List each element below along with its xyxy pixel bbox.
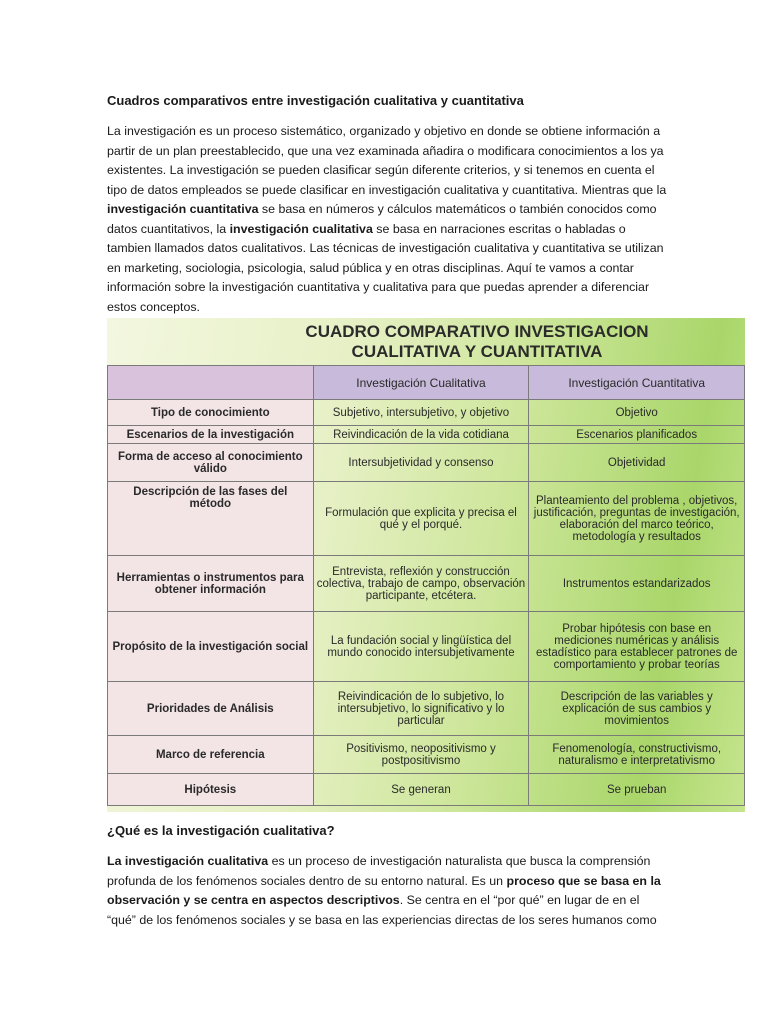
section-bold-2: proceso que se basa en la observación y se centra en aspectos descriptivos: [107, 873, 661, 907]
cell-cuantitativa: Objetivo: [529, 400, 745, 426]
row-label: Descripción de las fases del método: [108, 482, 314, 556]
cell-cualitativa: Positivismo, neopositivismo y postpositivismo: [313, 736, 529, 774]
figure-title-line1: CUADRO COMPARATIVO INVESTIGACION: [305, 322, 649, 341]
header-cualitativa: Investigación Cualitativa: [313, 366, 529, 400]
cell-cualitativa: Intersubjetividad y consenso: [313, 444, 529, 482]
cell-cualitativa: Subjetivo, intersubjetivo, y objetivo: [313, 400, 529, 426]
cell-cuantitativa: Se prueban: [529, 774, 745, 806]
cell-cuantitativa: Escenarios planificados: [529, 426, 745, 444]
figure-title-line2: CUALITATIVA Y CUANTITATIVA: [351, 342, 603, 361]
cell-cualitativa: Entrevista, reflexión y construcción colectiva, trabajo de campo, observación participante, etcétera.: [313, 556, 529, 612]
cell-cuantitativa: Objetividad: [529, 444, 745, 482]
section-text-1: es un proceso de investigación naturalista que busca la comprensión profunda de los fenómenos sociales dentro de su entorno natural. Es un: [107, 854, 651, 888]
section-bold-1: La investigación cualitativa: [107, 854, 269, 868]
table-row: [108, 556, 745, 612]
row-label: Tipo de conocimiento: [108, 400, 314, 426]
cell-cualitativa: La fundación social y lingüística del mundo conocido intersubjetivamente: [313, 612, 529, 682]
table-row: [108, 682, 745, 736]
intro-text-2: se basa en números y cálculos matemáticos o también conocidos como datos cuantitativos, la: [107, 202, 657, 236]
intro-text-3: se basa en narraciones escritas o habladas o tambien llamados datos cualitativos. Las técnicas de investigación cualitativa y cuantitativa se utilizan en marketing, sociologia, psicologia, salud pública y en otras disciplinas. Aquí te vamos a contar información sobre la investigación cuantitativa y cualitativa para que puedas aprender a diferenciar estos conceptos.: [107, 221, 664, 314]
intro-bold-cualitativa: investigación cualitativa: [229, 221, 373, 236]
row-label: Marco de referencia: [108, 736, 314, 774]
table-header-row: [108, 366, 745, 400]
row-label: Herramientas o instrumentos para obtener información: [108, 556, 314, 612]
table-row: [108, 482, 745, 556]
cell-cualitativa: Reivindicación de la vida cotidiana: [313, 426, 529, 444]
row-label: Forma de acceso al conocimiento válido: [108, 444, 314, 482]
figure-title: [287, 322, 667, 362]
section-paragraph: [107, 852, 667, 930]
comparison-table: [107, 365, 745, 806]
table-row: [108, 612, 745, 682]
section-heading: ¿Qué es la investigación cualitativa?: [107, 823, 335, 838]
cell-cualitativa: Formulación que explicita y precisa el qué y el porqué.: [313, 482, 529, 556]
comparison-table-figure: [107, 318, 745, 812]
cell-cualitativa: Reivindicación de lo subjetivo, lo intersubjetivo, lo significativo y lo particular: [313, 682, 529, 736]
row-label: Propósito de la investigación social: [108, 612, 314, 682]
cell-cuantitativa: Instrumentos estandarizados: [529, 556, 745, 612]
row-label: Hipótesis: [108, 774, 314, 806]
intro-paragraph: [107, 122, 667, 317]
cell-cuantitativa: Planteamiento del problema , objetivos, justificación, preguntas de investigación, elaboración del marco teórico, metodología y resultados: [529, 482, 745, 556]
cell-cuantitativa: Fenomenología, constructivismo, naturalismo e interpretativismo: [529, 736, 745, 774]
intro-bold-cuantitativa: investigación cuantitativa: [107, 202, 259, 216]
cell-cuantitativa: Descripción de las variables y explicación de sus cambios y movimientos: [529, 682, 745, 736]
table-row: [108, 774, 745, 806]
cell-cualitativa: Se generan: [313, 774, 529, 806]
row-label: Prioridades de Análisis: [108, 682, 314, 736]
table-row: [108, 426, 745, 444]
section-text-2: . Se centra en el “por qué” en lugar de en el “qué” de los fenómenos sociales y se basa en las experiencias directas de los seres humanos como: [107, 893, 657, 927]
table-row: [108, 400, 745, 426]
intro-text-1: La investigación es un proceso sistemático, organizado y objetivo en donde se obtiene información a partir de un plan preestablecido, que una vez examinada añadira o modificara conocimientos a los ya existentes. La investigación se pueden clasificar según diferente criterios, y si tenemos en cuenta el tipo de datos empleados se puede clasificar en investigación cualitativa y cuantitativa. Mientras que la: [107, 124, 667, 197]
cell-cuantitativa: Probar hipótesis con base en mediciones numéricas y análisis estadístico para establecer patrones de comportamiento y probar teorías: [529, 612, 745, 682]
document-title: Cuadros comparativos entre investigación cualitativa y cuantitativa: [107, 93, 524, 108]
row-label: Escenarios de la investigación: [108, 426, 314, 444]
header-cuantitativa: Investigación Cuantitativa: [529, 366, 745, 400]
header-empty-cell: [108, 366, 314, 400]
table-row: [108, 736, 745, 774]
table-row: [108, 444, 745, 482]
